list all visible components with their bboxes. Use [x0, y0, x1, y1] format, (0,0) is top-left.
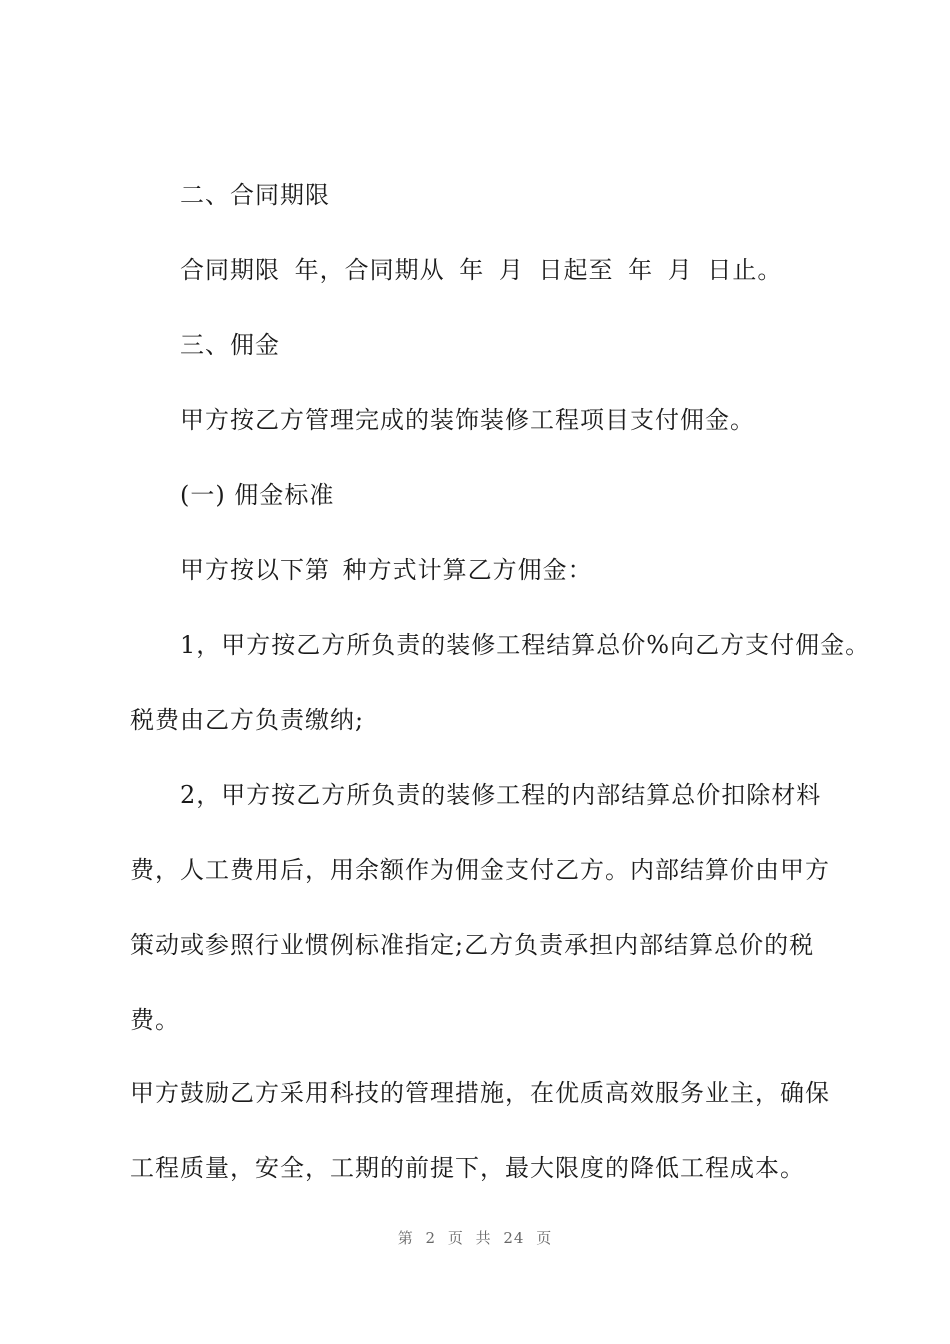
- section-heading-commission: 三、佣金: [180, 331, 280, 359]
- paragraph-calc-method: 甲方按以下第 种方式计算乙方佣金：: [180, 556, 593, 584]
- paragraph-commission: 甲方按乙方管理完成的装饰装修工程项目支付佣金。: [180, 406, 755, 434]
- list-item-1-line-1: 1，甲方按乙方所负责的装修工程结算总价%向乙方支付佣金。: [180, 631, 871, 659]
- page-number-footer: 第 2 页 共 24 页: [397, 1229, 553, 1247]
- list-item-2-line-1: 2，甲方按乙方所负责的装修工程的内部结算总价扣除材料: [180, 781, 822, 809]
- list-item-1-line-2: 税费由乙方负责缴纳;: [130, 706, 365, 734]
- paragraph-encourage-line-2: 工程质量，安全，工期的前提下，最大限度的降低工程成本。: [130, 1154, 805, 1182]
- paragraph-encourage-line-1: 甲方鼓励乙方采用科技的管理措施，在优质高效服务业主，确保: [130, 1079, 830, 1107]
- section-heading-term: 二、合同期限: [180, 181, 330, 209]
- list-item-2-line-4: 费。: [130, 1006, 180, 1034]
- paragraph-term: 合同期限 年，合同期从 年 月 日起至 年 月 日止。: [180, 256, 783, 284]
- subheading-commission-standard: (一) 佣金标准: [180, 481, 335, 509]
- list-item-2-line-2: 费，人工费用后，用余额作为佣金支付乙方。内部结算价由甲方: [130, 856, 830, 884]
- list-item-2-line-3: 策动或参照行业惯例标准指定;乙方负责承担内部结算总价的税: [130, 931, 815, 959]
